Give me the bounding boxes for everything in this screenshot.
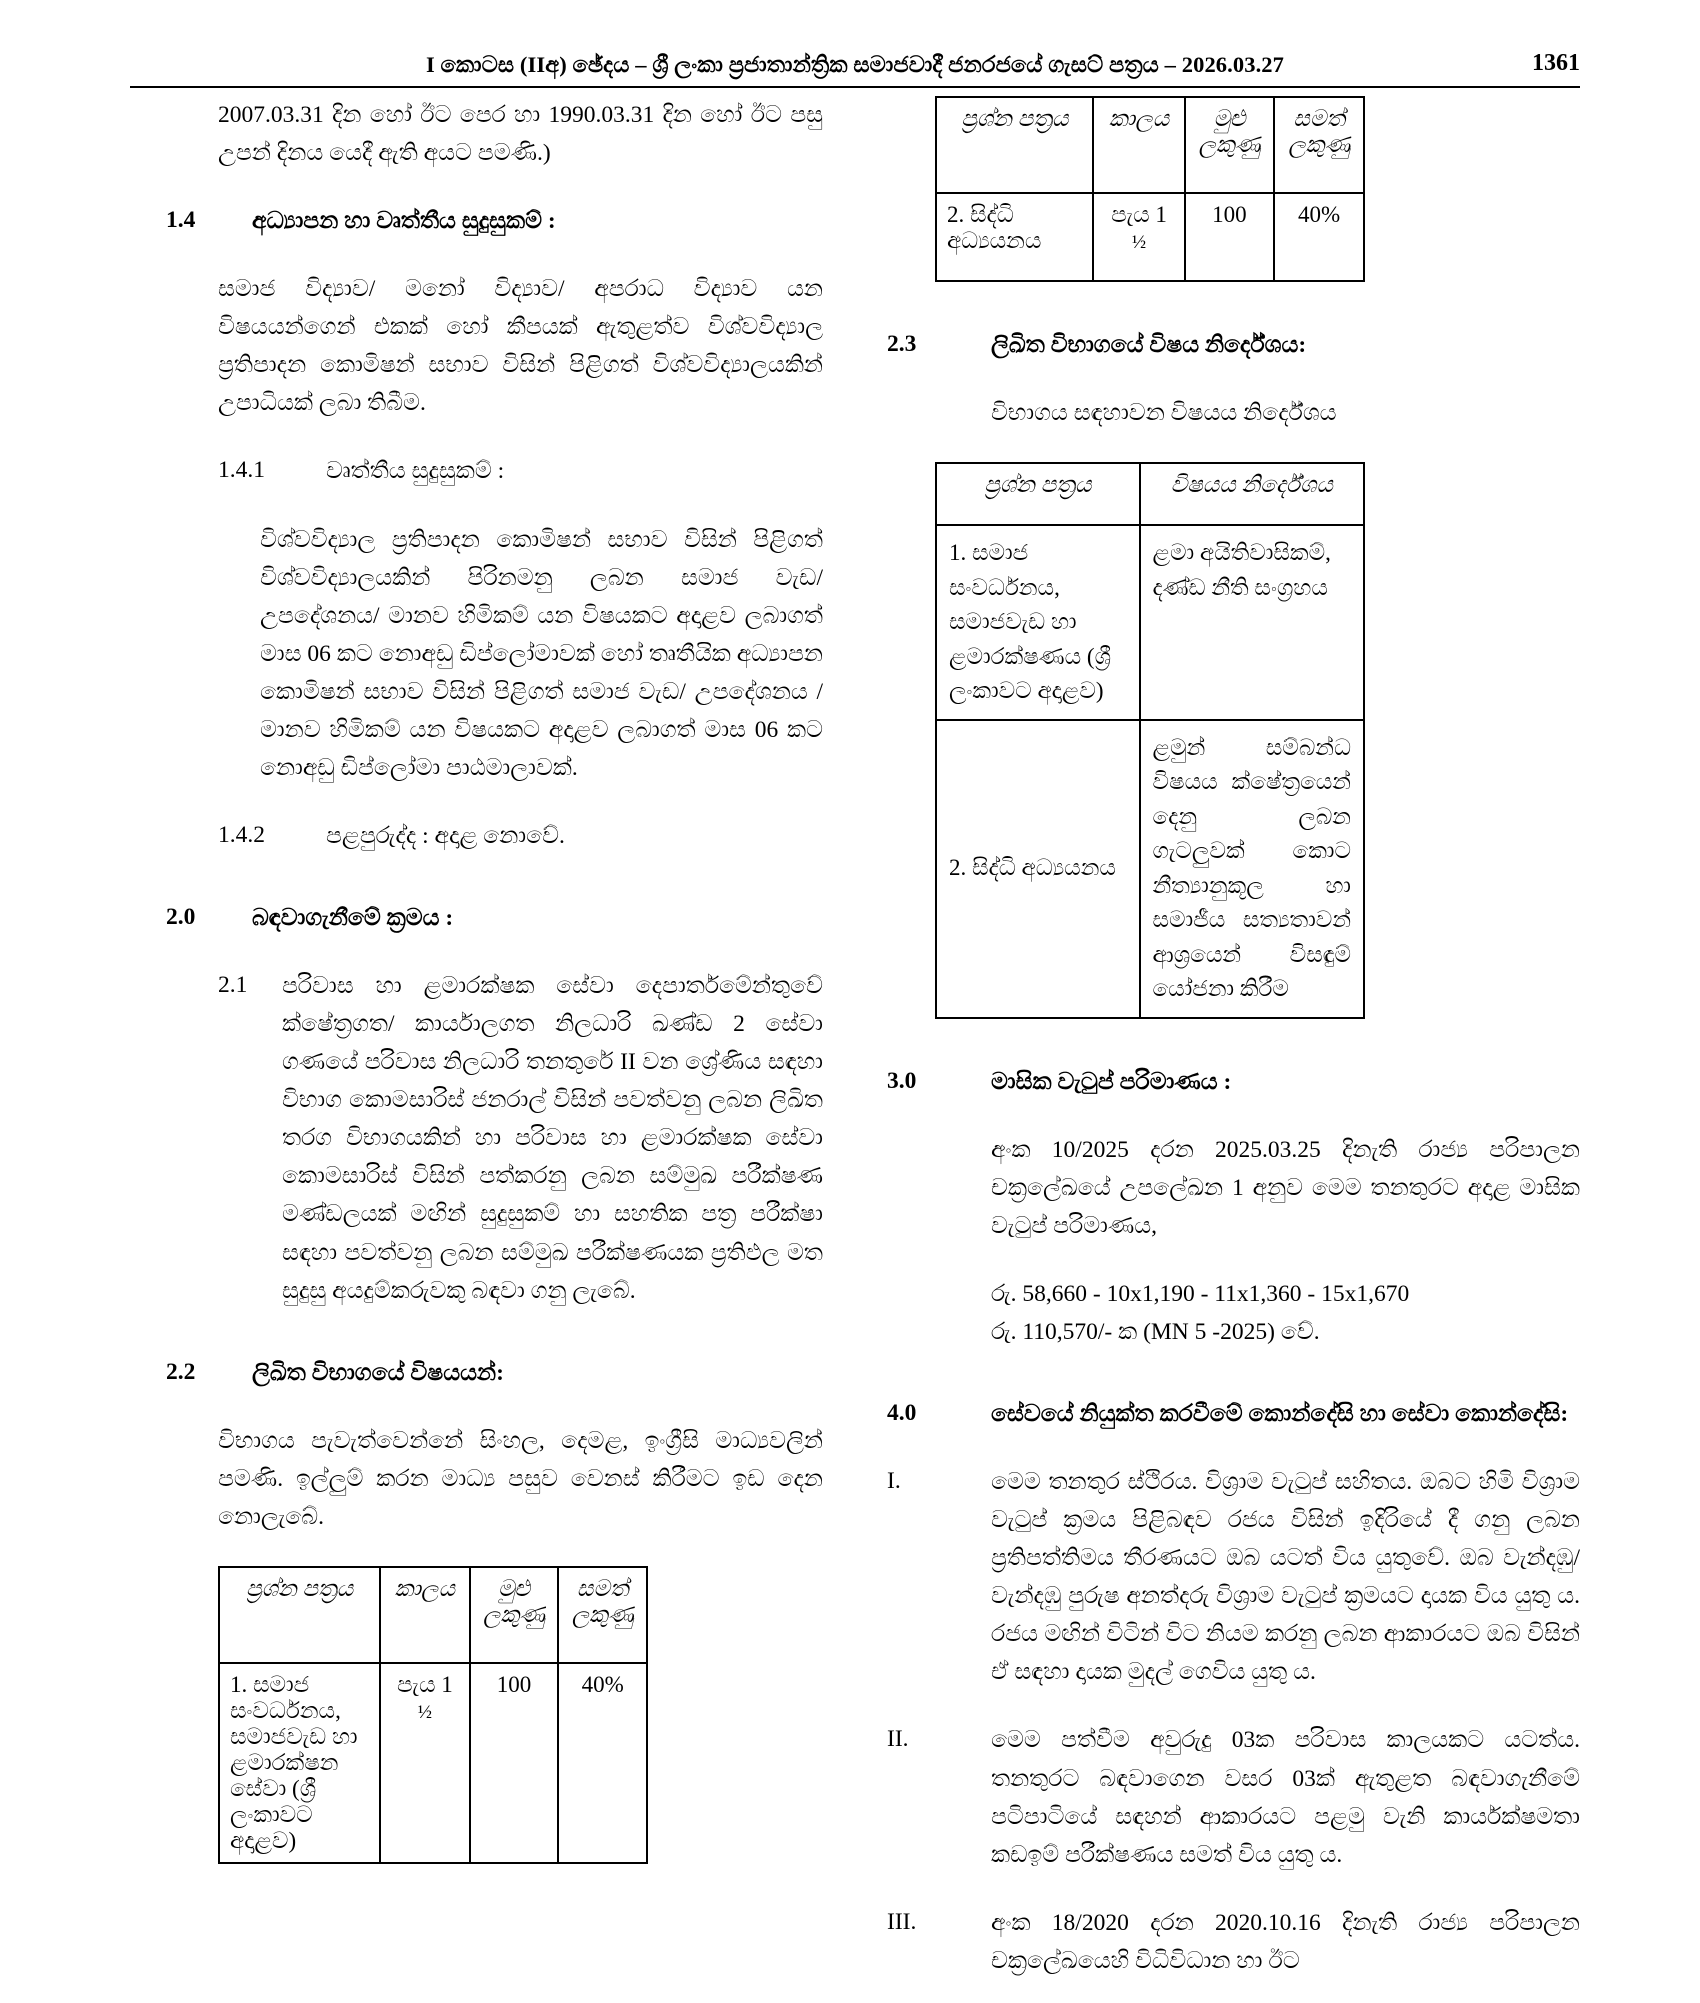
cell-pass-marks: 40% bbox=[1274, 193, 1364, 281]
column-header-paper: ප්‍රශ්න පත්‍රය bbox=[936, 97, 1093, 193]
section-1-4-1 bbox=[130, 452, 823, 490]
cell-duration bbox=[1093, 193, 1184, 281]
syllabus-table bbox=[935, 462, 1365, 1019]
exam-structure-table bbox=[218, 1566, 648, 1864]
section-1-4 bbox=[130, 202, 823, 240]
salary-scale-line-2: රු. 110,570/- ක (MN 5 -2025) වේ. bbox=[991, 1318, 1320, 1345]
condition-item-3 bbox=[887, 1904, 1580, 1980]
section-2-0-title: බඳවාගැනීමේ ක්‍රමය : bbox=[252, 905, 454, 931]
column-header-total-marks: මුළු ලකුණු bbox=[1185, 97, 1275, 193]
condition-item-2 bbox=[887, 1721, 1580, 1873]
section-1-4-1-body: විශ්වවිද්‍යාල ප්‍රතිපාදන කොමිෂන් සභාව විසින් පිළිගත් විශ්වවිද්‍යාලයකින් පිරිනමනු ලබන සමාජ වැඩ/ උපදේශනය/ මානව හිමිකම් යන විෂයකට අදාළව ලබාගත් මාස 06 කට නොඅඩු ඩිප්ලෝමාවක් හෝ තෘතීයික අධ්‍යාපන කොමිෂන් සභාව විසින් පිළිගත් සමාජ වැඩ/ උපදේශනය / මානව හිමිකම් යන විෂයකට අදාළව ලබාගත් මාස 06 කට නොඅඩු ඩිප්ලෝමා පාඨමාලාවක්. bbox=[260, 526, 823, 781]
section-1-4-title: අධ්‍යාපන හා වෘත්තීය සුදුසුකම් : bbox=[252, 208, 556, 235]
cell-paper: 2. සිද්ධි අධ්‍යයනය bbox=[936, 720, 1140, 1018]
section-2-0 bbox=[130, 899, 823, 937]
table-row bbox=[936, 720, 1364, 1018]
section-1-4-2-number: 1.4.2 bbox=[218, 821, 265, 848]
cell-paper: 2. සිද්ධි අධ්‍යයනය bbox=[936, 193, 1093, 281]
cell-duration-hours: පැය 1 bbox=[396, 1671, 453, 1697]
exam-structure-table-continued bbox=[935, 96, 1365, 282]
table-header-row bbox=[936, 463, 1364, 525]
cell-paper: 1. සමාජ සංවර්ධනය, සමාජවැඩ හා ළමාරක්ෂණය (ශ්‍රී ලංකාවට අදාළව) bbox=[936, 525, 1140, 720]
condition-item-1-text: මෙම තනතුර ස්ථිරය. විශ්‍රාම වැටුප් සහිතය. ඔබට හිමි විශ්‍රාම වැටුප් ක්‍රමය පිළිබඳව රජය විසින් ඉදිරියේ දී ගනු ලබන ප්‍රතිපත්තිමය තීරණයට ඔබ යටත් විය යුතුවේ. ඔබ වැන්දඹු/ වැන්දඹු පුරුෂ අනත්දරු විශ්‍රාම වැටුප් ක්‍රමයට දායක විය යුතු ය. රජය මඟින් විටින් විට නියම කරනු ලබන ආකාරයට ඔබ විසින් ඒ සඳහා දායක මුදල් ගෙවිය යුතු ය. bbox=[991, 1469, 1581, 1686]
section-2-3-number: 2.3 bbox=[887, 331, 917, 357]
cell-total-marks: 100 bbox=[1185, 193, 1275, 281]
cell-syllabus: ළමුන් සම්බන්ධ විෂයය ක්ෂේත්‍රයෙන් දෙනු ලබන ගැටලුවක් කොට නීත්‍යානුකූල හා සමාජීය සත්‍යතාවන් ආශ්‍රයෙන් විසඳුම් යෝජනා කිරීම bbox=[1140, 720, 1365, 1018]
section-1-4-2 bbox=[130, 817, 823, 855]
section-2-2-number: 2.2 bbox=[166, 1358, 196, 1385]
table-row bbox=[936, 193, 1364, 281]
section-2-0-number: 2.0 bbox=[166, 904, 196, 930]
cell-total-marks: 100 bbox=[470, 1663, 559, 1863]
section-1-4-body: සමාජ විද්‍යාව/ මනෝ විද්‍යාව/ අපරාධ විද්‍යාව යන විෂයයන්ගෙන් එකක් හෝ කීපයක් ඇතුළත්ව විශ්වවිද්‍යාල ප්‍රතිපාදන කොමිෂන් සභාව විසින් පිළිගත් විශ්වවිද්‍යාලයකින් උපාධියක් ලබා තිබීම. bbox=[218, 276, 823, 417]
section-2-2-title: ලිඛිත විභාගයේ විෂයයන්: bbox=[252, 1359, 504, 1386]
condition-item-1 bbox=[887, 1463, 1580, 1691]
section-2-1 bbox=[130, 967, 823, 1310]
column-header-duration: කාලය bbox=[1093, 97, 1184, 193]
condition-item-3-marker: III. bbox=[887, 1908, 917, 1935]
section-2-3 bbox=[887, 326, 1580, 364]
continuation-paragraph: 2007.03.31 දින හෝ ඊට පෙර හා 1990.03.31 දින හෝ ඊට පසු උපන් දිනය යෙදී ඇති අයට පමණි.) bbox=[218, 102, 823, 167]
condition-item-2-text: මෙම පත්වීම අවුරුදු 03ක පරිවාස කාලයකට යටත්ය. තනතුරට බඳවාගෙන වසර 03ක් ඇතුළත බඳවාගැනීමේ පටිපාටියේ සඳහන් ආකාරයට පළමු වැනි කාර්යක්ෂමතා කඩඉම් පරීක්ෂණය සමත් විය යුතු ය. bbox=[991, 1727, 1580, 1868]
column-header-syllabus: විෂයය නිර්දේශය bbox=[1140, 463, 1365, 525]
section-2-2 bbox=[130, 1354, 823, 1392]
table-header-row bbox=[936, 97, 1364, 193]
cell-duration-fraction: ½ bbox=[417, 1701, 432, 1723]
two-column-body bbox=[130, 96, 1580, 1980]
section-2-1-number: 2.1 bbox=[218, 972, 248, 999]
section-1-4-number: 1.4 bbox=[166, 207, 196, 234]
page-number: 1361 bbox=[1532, 50, 1580, 76]
section-1-4-1-title: වෘත්තීය සුදුසුකම් : bbox=[326, 458, 505, 485]
left-column bbox=[130, 96, 823, 1980]
section-4-0-number: 4.0 bbox=[887, 1400, 917, 1426]
column-header-total-marks: මුළු ලකුණු bbox=[470, 1567, 559, 1663]
cell-duration-hours: පැය 1 bbox=[1111, 202, 1167, 227]
page-header bbox=[130, 52, 1580, 78]
condition-item-3-text: අංක 18/2020 දරන 2020.10.16 දිනැති රාජ්‍ය පරිපාලන චක්‍රලේඛයෙහි විධිවිධාන හා ඊට bbox=[991, 1909, 1580, 1974]
cell-syllabus: ළමා අයිතිවාසිකම්, දණ්ඩ නීති සංග්‍රහය bbox=[1140, 525, 1365, 720]
section-4-0-title: සේවයේ නියුක්ත කරවීමේ කොන්දේසි හා සේවා කොන්දේසි: bbox=[991, 1401, 1569, 1427]
header-title: I කොටස (IIඅ) ඡේදය – ශ්‍රී ලංකා ප්‍රජාතාන්ත්‍රික සමාජවාදී ජනරජයේ ගැසට් පත්‍රය – 2026.03.27 bbox=[425, 52, 1285, 77]
section-1-4-1-number: 1.4.1 bbox=[218, 457, 265, 484]
cell-duration bbox=[380, 1663, 470, 1863]
section-2-3-intro: විභාගය සඳහාවන විෂයය නිර්දේශය bbox=[991, 400, 1337, 427]
column-header-paper: ප්‍රශ්න පත්‍රය bbox=[936, 463, 1140, 525]
cell-pass-marks: 40% bbox=[558, 1663, 647, 1863]
section-2-1-body: පරිවාස හා ළමාරක්ෂක සේවා දෙපාර්තමේන්තුවේ ක්ෂේත්‍රගත/ කාර්යාලගත නිලධාරි ඛණ්ඩ 2 සේවා ගණයේ පරිවාස නිලධාරි තනතුරේ II වන ශ්‍රේණිය සඳහා විභාග කොමසාරිස් ජනරාල් විසින් පවත්වනු ලබන ලිඛිත තරග විභාගයකින් හා පරිවාස හා ළමාරක්ෂක සේවා කොමසාරිස් විසින් පත්කරනු ලබන සම්මුඛ පරීක්ෂණ මණ්ඩලයක් මඟින් සුදුසුකම් හා සහතික පත්‍ර පරීක්ෂා සඳහා පවත්වනු ලබන සම්මුඛ පරීක්ෂණයක ප්‍රතිඵල මත සුදුසු අයදුම්කරුවකු බඳවා ගනු ලැබේ. bbox=[282, 973, 823, 1304]
section-3-0-title: මාසික වැටුප් පරිමාණය : bbox=[991, 1068, 1232, 1095]
cell-duration-fraction: ½ bbox=[1131, 232, 1147, 253]
section-2-2-body: විභාගය පැවැත්වෙන්නේ සිංහල, දෙමළ, ඉංග්‍රීසි මාධ්‍යවලින් පමණි. ඉල්ලුම් කරන මාධ්‍ය පසුව වෙනස් කිරීමට ඉඩ දෙන නොලැබේ. bbox=[218, 1427, 823, 1530]
condition-item-1-marker: I. bbox=[887, 1468, 901, 1495]
section-3-0 bbox=[887, 1063, 1580, 1101]
section-2-3-title: ලිඛිත විභාගයේ විෂය නිර්දේශය: bbox=[991, 332, 1307, 358]
table-row bbox=[219, 1663, 647, 1863]
right-column bbox=[887, 96, 1580, 1980]
condition-item-2-marker: II. bbox=[887, 1726, 909, 1753]
table-header-row bbox=[219, 1567, 647, 1663]
section-1-4-2-text: පළපුරුද්ද : අදාළ නොවේ. bbox=[326, 822, 565, 849]
header-divider bbox=[130, 86, 1580, 88]
column-header-paper: ප්‍රශ්න පත්‍රය bbox=[219, 1567, 380, 1663]
section-4-0 bbox=[887, 1395, 1580, 1433]
column-header-duration: කාලය bbox=[380, 1567, 470, 1663]
cell-paper: 1. සමාජ සංවර්ධනය, සමාජවැඩ හා ළමාරක්ෂන සේවා (ශ්‍රී ලංකාවට අදාළව) bbox=[219, 1663, 380, 1863]
table-row bbox=[936, 525, 1364, 720]
column-header-pass-marks: සමත් ලකුණු bbox=[1274, 97, 1364, 193]
column-header-pass-marks: සමත් ලකුණු bbox=[558, 1567, 647, 1663]
section-3-0-number: 3.0 bbox=[887, 1067, 917, 1094]
salary-scale-line-1: රු. 58,660 - 10x1,190 - 11x1,360 - 15x1,670 bbox=[991, 1280, 1410, 1307]
section-3-0-body: අංක 10/2025 දරන 2025.03.25 දිනැති රාජ්‍ය පරිපාලන චක්‍රලේඛයේ උපලේඛන 1 අනුව මෙම තනතුරට අදාළ මාසික වැටුප් පරිමාණය, bbox=[991, 1136, 1580, 1239]
